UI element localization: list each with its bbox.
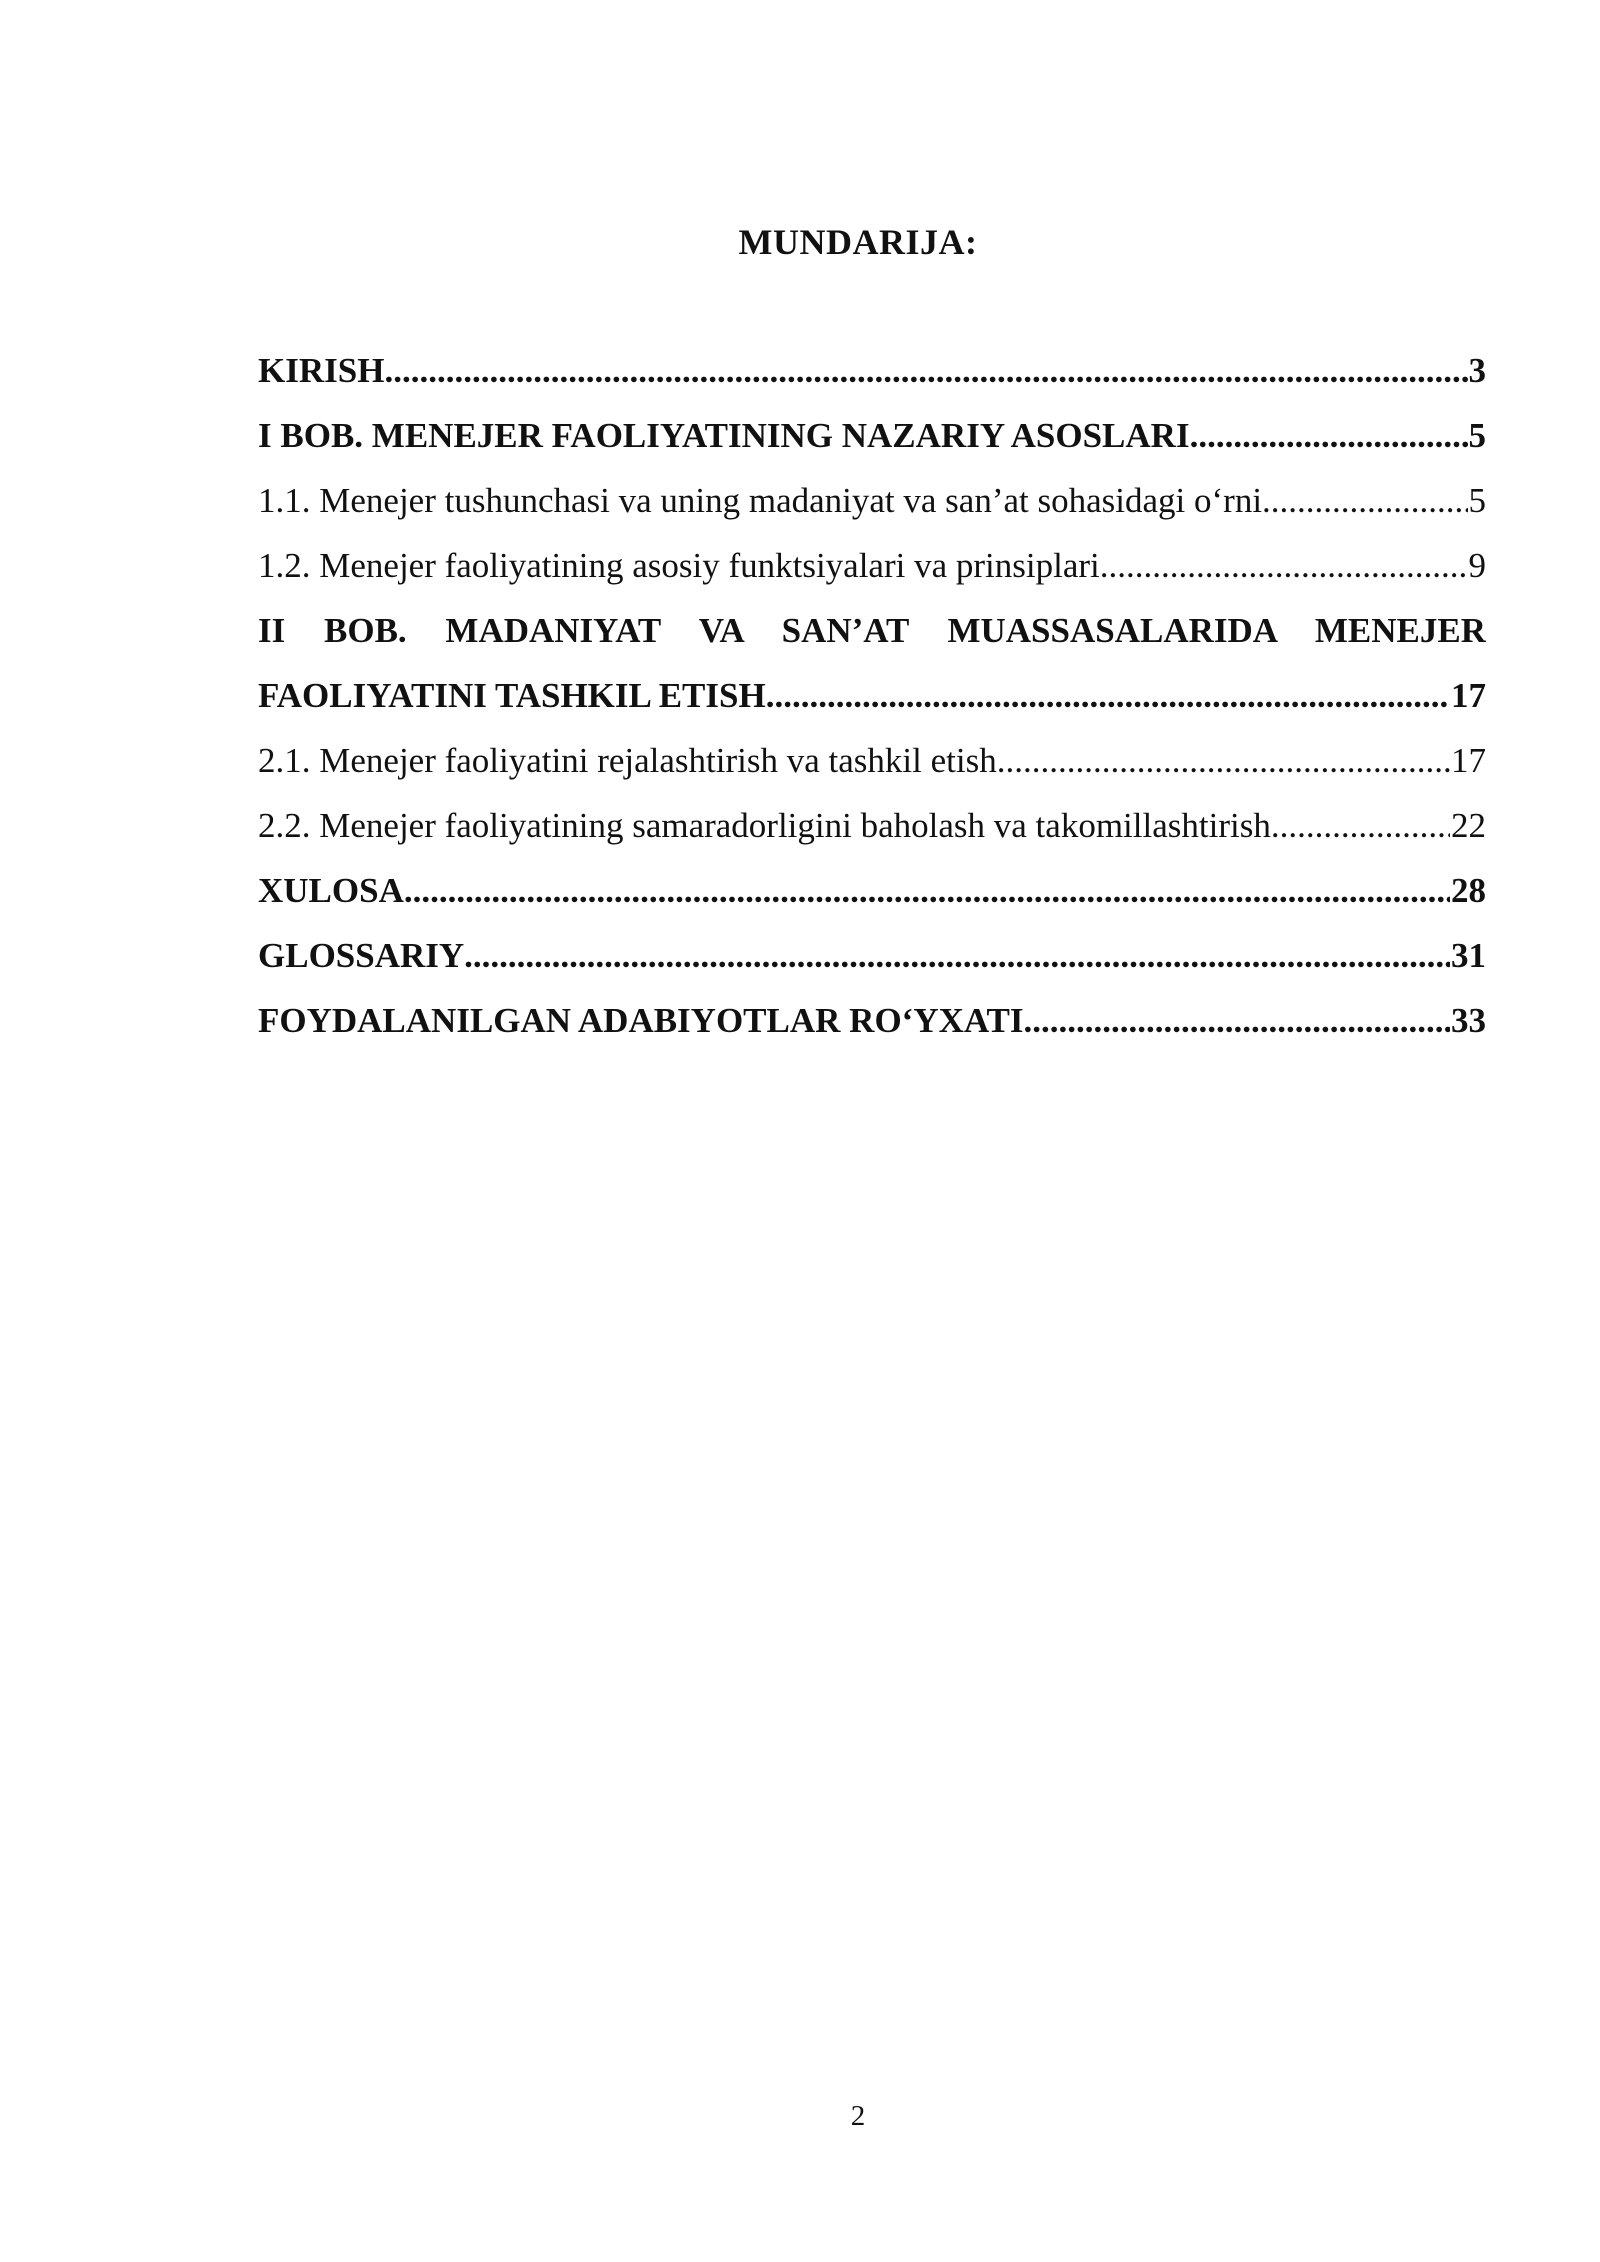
toc-dot-leader (464, 923, 1450, 988)
toc-dot-leader (1271, 793, 1450, 858)
toc-page-number: 22 (1451, 806, 1486, 845)
toc-entry-text: II BOB. MADANIYAT VA SAN’AT MUASSASALARIDA MENEJER (258, 611, 1486, 650)
toc-page-number: 17 (1451, 676, 1486, 715)
toc-entry-chapter-1[interactable] (258, 403, 1486, 468)
toc-entry-chapter-2-line1[interactable] (258, 598, 1486, 663)
toc-page-number: 3 (1468, 351, 1486, 390)
toc-page-number: 5 (1468, 481, 1486, 520)
toc-entry-section-1-1[interactable] (258, 468, 1486, 533)
toc-page-number: 33 (1451, 1001, 1486, 1040)
toc-page-number: 5 (1468, 416, 1486, 455)
toc-page-number: 9 (1468, 546, 1486, 585)
toc-dot-leader (1100, 533, 1468, 598)
toc-entry-section-2-1[interactable] (258, 728, 1486, 793)
toc-page-number: 28 (1451, 871, 1486, 910)
toc-dot-leader (997, 728, 1450, 793)
toc-entry-text: 1.1. Menejer tushunchasi va uning madaniyat va san’at sohasidagi o‘rni (258, 481, 1263, 520)
toc-dot-leader (1024, 988, 1450, 1053)
toc-dot-leader (384, 338, 1467, 403)
toc-entry-text: GLOSSARIY (258, 936, 465, 975)
toc-dot-leader (1190, 403, 1468, 468)
toc-entry-text: I BOB. MENEJER FAOLIYATINING NAZARIY ASOSLARI (258, 416, 1190, 455)
toc-entry-text: 2.1. Menejer faoliyatini rejalashtirish va tashkil etish (258, 741, 997, 780)
toc-entry-text: FOYDALANILGAN ADABIYOTLAR RO‘YXATI (258, 1001, 1024, 1040)
table-of-contents (258, 338, 1486, 1053)
toc-entry-section-1-2[interactable] (258, 533, 1486, 598)
toc-entry-text: XULOSA (258, 871, 404, 910)
toc-page-number: 17 (1451, 741, 1486, 780)
toc-dot-leader (1262, 468, 1467, 533)
toc-entry-adabiyotlar[interactable] (258, 988, 1486, 1053)
toc-entry-text: KIRISH (258, 351, 385, 390)
toc-entry-kirish[interactable] (258, 338, 1486, 403)
toc-entry-glossariy[interactable] (258, 923, 1486, 988)
toc-entry-xulosa[interactable] (258, 858, 1486, 923)
page-number: 2 (850, 2100, 866, 2132)
toc-page-number: 31 (1451, 936, 1486, 975)
toc-entry-text: 1.2. Menejer faoliyatining asosiy funktsiyalari va prinsiplari (258, 546, 1100, 585)
toc-entry-text: FAOLIYATINI TASHKIL ETISH (258, 676, 766, 715)
toc-dot-leader (404, 858, 1450, 923)
toc-entry-chapter-2[interactable] (258, 663, 1486, 728)
page-title: MUNDARIJA: (738, 222, 978, 262)
toc-dot-leader (766, 663, 1450, 728)
toc-entry-text: 2.2. Menejer faoliyatining samaradorligini baholash va takomillashtirish (258, 806, 1271, 845)
toc-entry-section-2-2[interactable] (258, 793, 1486, 858)
